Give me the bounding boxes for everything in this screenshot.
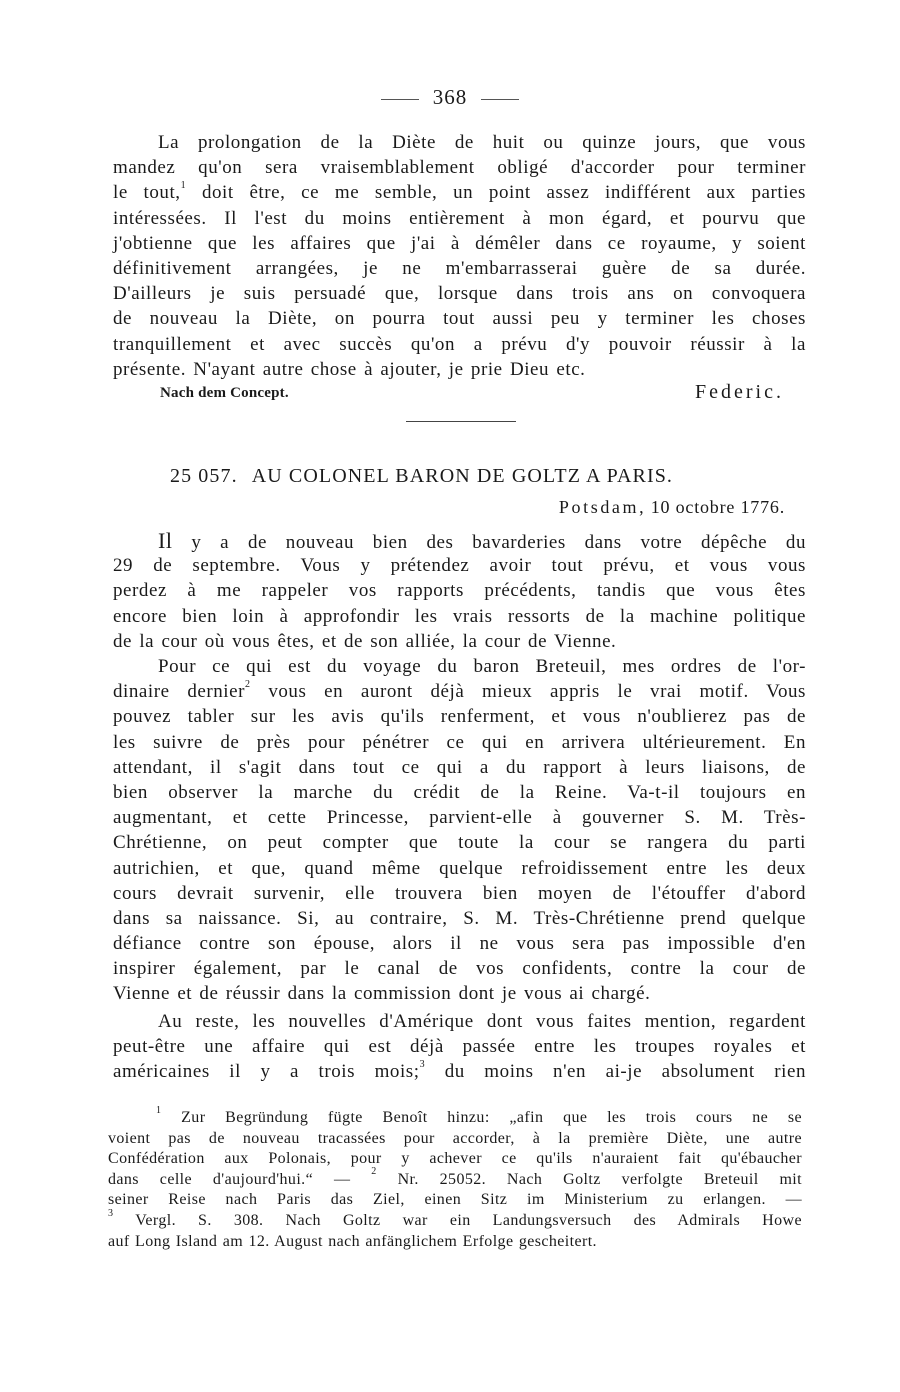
footnote-marker: 3: [108, 1207, 114, 1219]
text-line: cours devrait survenir, elle trouvera bien moyen de l'étouffer d'abord: [113, 882, 806, 904]
footnote-ref: 3: [419, 1059, 426, 1071]
letter-title: AU COLONEL BARON DE GOLTZ A PARIS.: [251, 465, 674, 487]
footnote-marker: 1: [156, 1104, 162, 1116]
dateline-place: Potsdam,: [558, 497, 647, 517]
text-line: américaines il y a trois mois;$^3$ du moins n'en ai-je absolument rien: [113, 1059, 806, 1083]
header-dash-left: [381, 99, 419, 100]
signature: Federic.: [695, 381, 784, 403]
footnote-line: dans celle d'aujourd'hui.“ — $^2$ Nr. 25052. Nach Goltz verfolgte Breteuil mit: [108, 1166, 802, 1188]
footnote-line: $^3$ Vergl. S. 308. Nach Goltz war ein Landungsversuch des Admirals Howe: [108, 1207, 802, 1229]
text-line: dinaire dernier$^2$ vous en auront déjà mieux appris le vrai motif. Vous: [113, 678, 806, 703]
footnote-line: auf Long Island am 12. August nach anfänglichem Erfolge gescheitert.: [108, 1232, 597, 1250]
letter-heading: [170, 465, 750, 488]
signature-row: [160, 381, 784, 409]
footnotes: [108, 1104, 802, 1252]
text-line: défiance contre son épouse, alors il ne vous sera pas impossible d'en: [113, 933, 806, 955]
text-line: La prolongation de la Diète de huit ou quinze jours, que vous: [158, 132, 806, 153]
text-line: 29 de septembre. Vous y prétendez avoir tout prévu, et vous vous: [113, 555, 806, 577]
text-line: de la cour où vous êtes, et de son alliée, la cour de Vienne.: [113, 630, 617, 652]
text-line: Vienne et de réussir dans la commission dont je vous ai chargé.: [113, 983, 651, 1005]
letter-number: 25 057.: [170, 465, 238, 487]
page-header: [0, 84, 900, 110]
text-line: encore bien loin à approfondir les vrais ressorts de la machine politique: [113, 605, 806, 627]
text-line: j'obtienne que les affaires que j'ai à démêler dans ce royaume, y soient: [113, 232, 806, 254]
text-line: présente. N'ayant autre chose à ajouter, je prie Dieu etc.: [113, 358, 586, 380]
section-divider: [406, 421, 516, 422]
text-line: perdez à me rappeler vos rapports précédents, tandis que vous êtes: [113, 580, 806, 602]
text-line: bien observer la marche du crédit de la Reine. Va-t-il toujours en: [113, 781, 806, 803]
text-line: le tout,$^1$ doit être, ce me semble, un point assez indifférent aux parties: [113, 180, 807, 204]
text-line: peut-être une affaire qui est déjà passée entre les troupes royales et: [113, 1036, 806, 1058]
dateline-date: 10 octobre 1776.: [650, 497, 785, 517]
initial: Il: [158, 528, 173, 553]
text-line: pouvez tabler sur les avis qu'ils renferment, et vous n'oublierez pas de: [113, 706, 806, 728]
paragraph-3: [113, 654, 806, 1007]
text-line: Il y a de nouveau bien des bavarderies dans votre dépêche du: [158, 528, 806, 553]
footnote-ref: 1: [180, 180, 187, 192]
footnote-line: voient pas de nouveau tracassées pour accorder, à la première Diète, une autre: [108, 1129, 802, 1147]
text-line: intéressées. Il l'est du moins entièrement à mon égard, et pourvu que: [113, 207, 806, 229]
paragraph-4: [113, 1009, 806, 1085]
footnote-ref: 2: [245, 678, 251, 690]
source-note: Nach dem Concept.: [160, 385, 289, 401]
paragraph-1: [113, 130, 806, 382]
dateline: [559, 497, 785, 518]
text-line: inspirer également, par le canal de vos confidents, contre la cour de: [113, 958, 806, 980]
page-number: 368: [432, 84, 468, 109]
footnote-line: seiner Reise nach Paris das Ziel, einen Sitz im Ministerium zu erlangen. —: [108, 1191, 802, 1209]
text-line: mandez qu'on sera vraisemblablement obligé d'accorder pour terminer: [113, 157, 806, 179]
text-line: Au reste, les nouvelles d'Amérique dont vous faites mention, regardent: [158, 1011, 806, 1032]
header-dash-right: [481, 99, 519, 100]
text-line: augmentant, et cette Princesse, parvient-elle à gouverner S. M. Très-: [113, 807, 806, 829]
text-line: Chrétienne, on peut compter que toute la cour se rangera du parti: [113, 832, 806, 854]
footnote-line: Confédération aux Polonais, pour y achever ce qu'ils n'auraient fait qu'ébaucher: [108, 1150, 802, 1168]
paragraph-2: [113, 528, 806, 654]
text-line: de nouveau la Diète, on pourra tout aussi peu y terminer les choses: [113, 308, 806, 330]
text-line: les suivre de près pour pénétrer ce qui en arrivera ultérieurement. En: [113, 731, 806, 753]
footnote-marker: 2: [371, 1166, 377, 1178]
text-line: D'ailleurs je suis persuadé que, lorsque dans trois ans on convoquera: [113, 283, 806, 305]
text-line: autrichien, et que, quand même quelque refroidissement entre les deux: [113, 857, 806, 879]
text-line: tranquillement et avec succès qu'on a prévu d'y pouvoir réussir à la: [113, 333, 806, 355]
text-line: dans sa naissance. Si, au contraire, S. M. Très-Chrétienne prend quelque: [113, 907, 806, 929]
text-line: attendant, il s'agit dans tout ce qui a du rapport à leurs liaisons, de: [113, 756, 806, 778]
text-line: définitivement arrangées, je ne m'embarrasserai guère de sa durée.: [113, 257, 806, 279]
footnote-line: $^1$ Zur Begründung fügte Benoît hinzu: „afin que les trois cours ne se: [156, 1104, 802, 1126]
text-line: Pour ce qui est du voyage du baron Breteuil, mes ordres de l'or-: [158, 656, 806, 677]
